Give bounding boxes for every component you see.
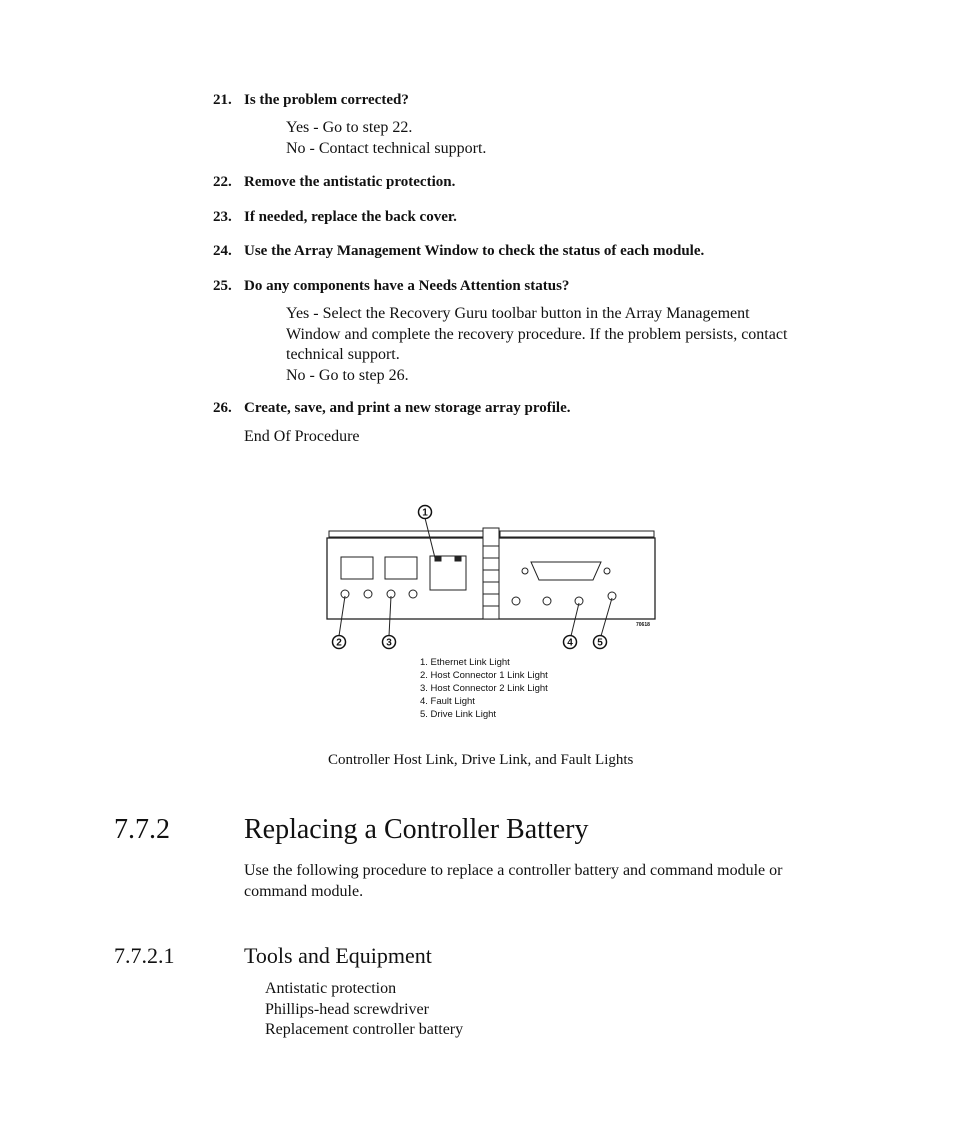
intro-line: command module. (244, 882, 364, 900)
callout-5 (594, 636, 607, 649)
callout-1 (419, 506, 432, 519)
tools-list (265, 979, 463, 1041)
callout-label: 1 (422, 507, 428, 519)
step-text: Remove the antistatic protection. (244, 174, 456, 190)
step-text: Is the problem corrected? (244, 92, 409, 108)
step-text: Do any components have a Needs Attention status? (244, 278, 570, 294)
legend-item: 1. Ethernet Link Light (420, 657, 510, 668)
callout-label: 4 (567, 637, 573, 649)
step-number: 21. (213, 92, 232, 108)
step-text: Use the Array Management Window to check the status of each module. (244, 243, 705, 259)
step-25-answers (286, 304, 787, 386)
step-22 (213, 174, 455, 191)
callout-label: 2 (336, 637, 342, 649)
callout-3 (383, 636, 396, 649)
section-title: Replacing a Controller Battery (244, 814, 589, 845)
answer-yes: Yes - Go to step 22. (286, 119, 413, 136)
intro-line: Use the following procedure to replace a controller battery and command module or (244, 862, 783, 879)
answer-line: No - Go to step 26. (286, 366, 409, 384)
figure-code: 70618 (636, 622, 650, 628)
legend-item: 4. Fault Light (420, 696, 475, 707)
answer-line: Yes - Select the Recovery Guru toolbar button in the Array Management (286, 305, 750, 322)
tool-item: Antistatic protection (265, 980, 397, 997)
tool-item: Phillips-head screwdriver (265, 1000, 429, 1018)
subsection-title: Tools and Equipment (244, 943, 432, 968)
legend-item: 3. Host Connector 2 Link Light (420, 683, 548, 694)
step-number: 22. (213, 174, 232, 190)
legend-item: 5. Drive Link Light (420, 709, 497, 720)
callout-label: 3 (386, 637, 392, 649)
section-intro (244, 861, 782, 902)
answer-no: No - Contact technical support. (286, 139, 487, 157)
legend-item: 2. Host Connector 1 Link Light (420, 670, 548, 681)
step-number: 24. (213, 243, 232, 259)
section-number: 7.7.2 (114, 814, 170, 845)
step-number: 23. (213, 209, 232, 225)
figure-legend (420, 656, 548, 721)
step-number: 25. (213, 278, 232, 294)
step-text: Create, save, and print a new storage array profile. (244, 400, 571, 416)
answer-line: Window and complete the recovery procedure. If the problem persists, contact (286, 325, 788, 343)
answer-line: technical support. (286, 346, 400, 363)
step-21-answers (286, 118, 486, 159)
tool-item: Replacement controller battery (265, 1021, 464, 1038)
step-24 (213, 243, 704, 260)
step-number: 26. (213, 400, 232, 416)
figure-caption: Controller Host Link, Drive Link, and Fault Lights (328, 752, 634, 768)
subsection-number: 7.7.2.1 (114, 943, 175, 968)
callout-label: 5 (597, 637, 603, 649)
step-25 (213, 278, 569, 295)
callout-4 (564, 636, 577, 649)
step-21 (213, 92, 409, 109)
step-26 (213, 400, 570, 417)
end-of-procedure: End Of Procedure (244, 428, 360, 445)
callout-2 (333, 636, 346, 649)
controller-diagram (325, 500, 660, 652)
step-23 (213, 209, 457, 226)
step-text: If needed, replace the back cover. (244, 209, 457, 225)
